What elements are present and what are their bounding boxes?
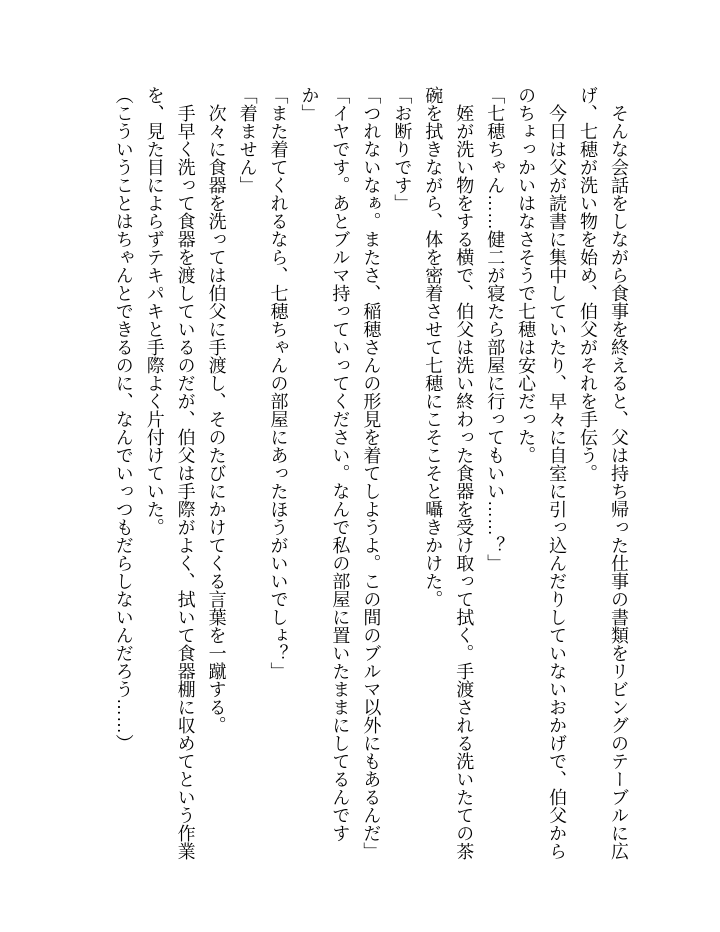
paragraph-6: 「つれないなぁ。またさ、稲穂さんの形見を着てしようよ。この間のブルマ以外にもあるんだ」 xyxy=(361,86,382,860)
paragraph-9: 「着ません」 xyxy=(237,86,258,194)
paragraph-7: 「イヤです。あとブルマ持っていってください。なんで私の部屋に置いたままにしてるんですか」 xyxy=(299,86,351,842)
paragraph-10: 次々に食器を洗っては伯父に手渡し、そのたびにかけてくる言葉を一蹴する。 xyxy=(206,86,227,734)
paragraph-3: 「七穂ちゃん……健二が寝たら部屋に行ってもいい……？」 xyxy=(485,86,506,572)
paragraph-12: （こういうことはちゃんとできるのに、なんでいっつもだらしないんだろう……） xyxy=(113,86,134,752)
paragraph-8: 「また着てくれるなら、七穂ちゃんの部屋にあったほうがいいでしょ？」 xyxy=(268,86,289,680)
paragraph-2: 今日は父が読書に集中していたり、早々に自室に引っ込んだりしていないおかげで、伯父からのちょっかいはなさそうで七穂は安心だった。 xyxy=(516,86,568,860)
paragraph-11: 手早く洗って食器を渡しているのだが、伯父は手際がよく、拭いて食器棚に収めてという作業を、見た目によらずテキパキと手際よく片付けていた。 xyxy=(144,86,196,860)
paragraph-4: 姪が洗い物をする横で、伯父は洗い終わった食器を受け取って拭く。手渡される洗いたての茶碗を拭きながら、体を密着させて七穂にこそこそと囁きかけた。 xyxy=(423,86,475,860)
paragraph-1: そんな会話をしながら食事を終えると、父は持ち帰った仕事の書類をリビングのテーブルに広げ、七穂が洗い物を始め、伯父がそれを手伝う。 xyxy=(578,86,629,860)
paragraph-5: 「お断りです」 xyxy=(392,86,413,212)
novel-text-block xyxy=(108,86,634,866)
